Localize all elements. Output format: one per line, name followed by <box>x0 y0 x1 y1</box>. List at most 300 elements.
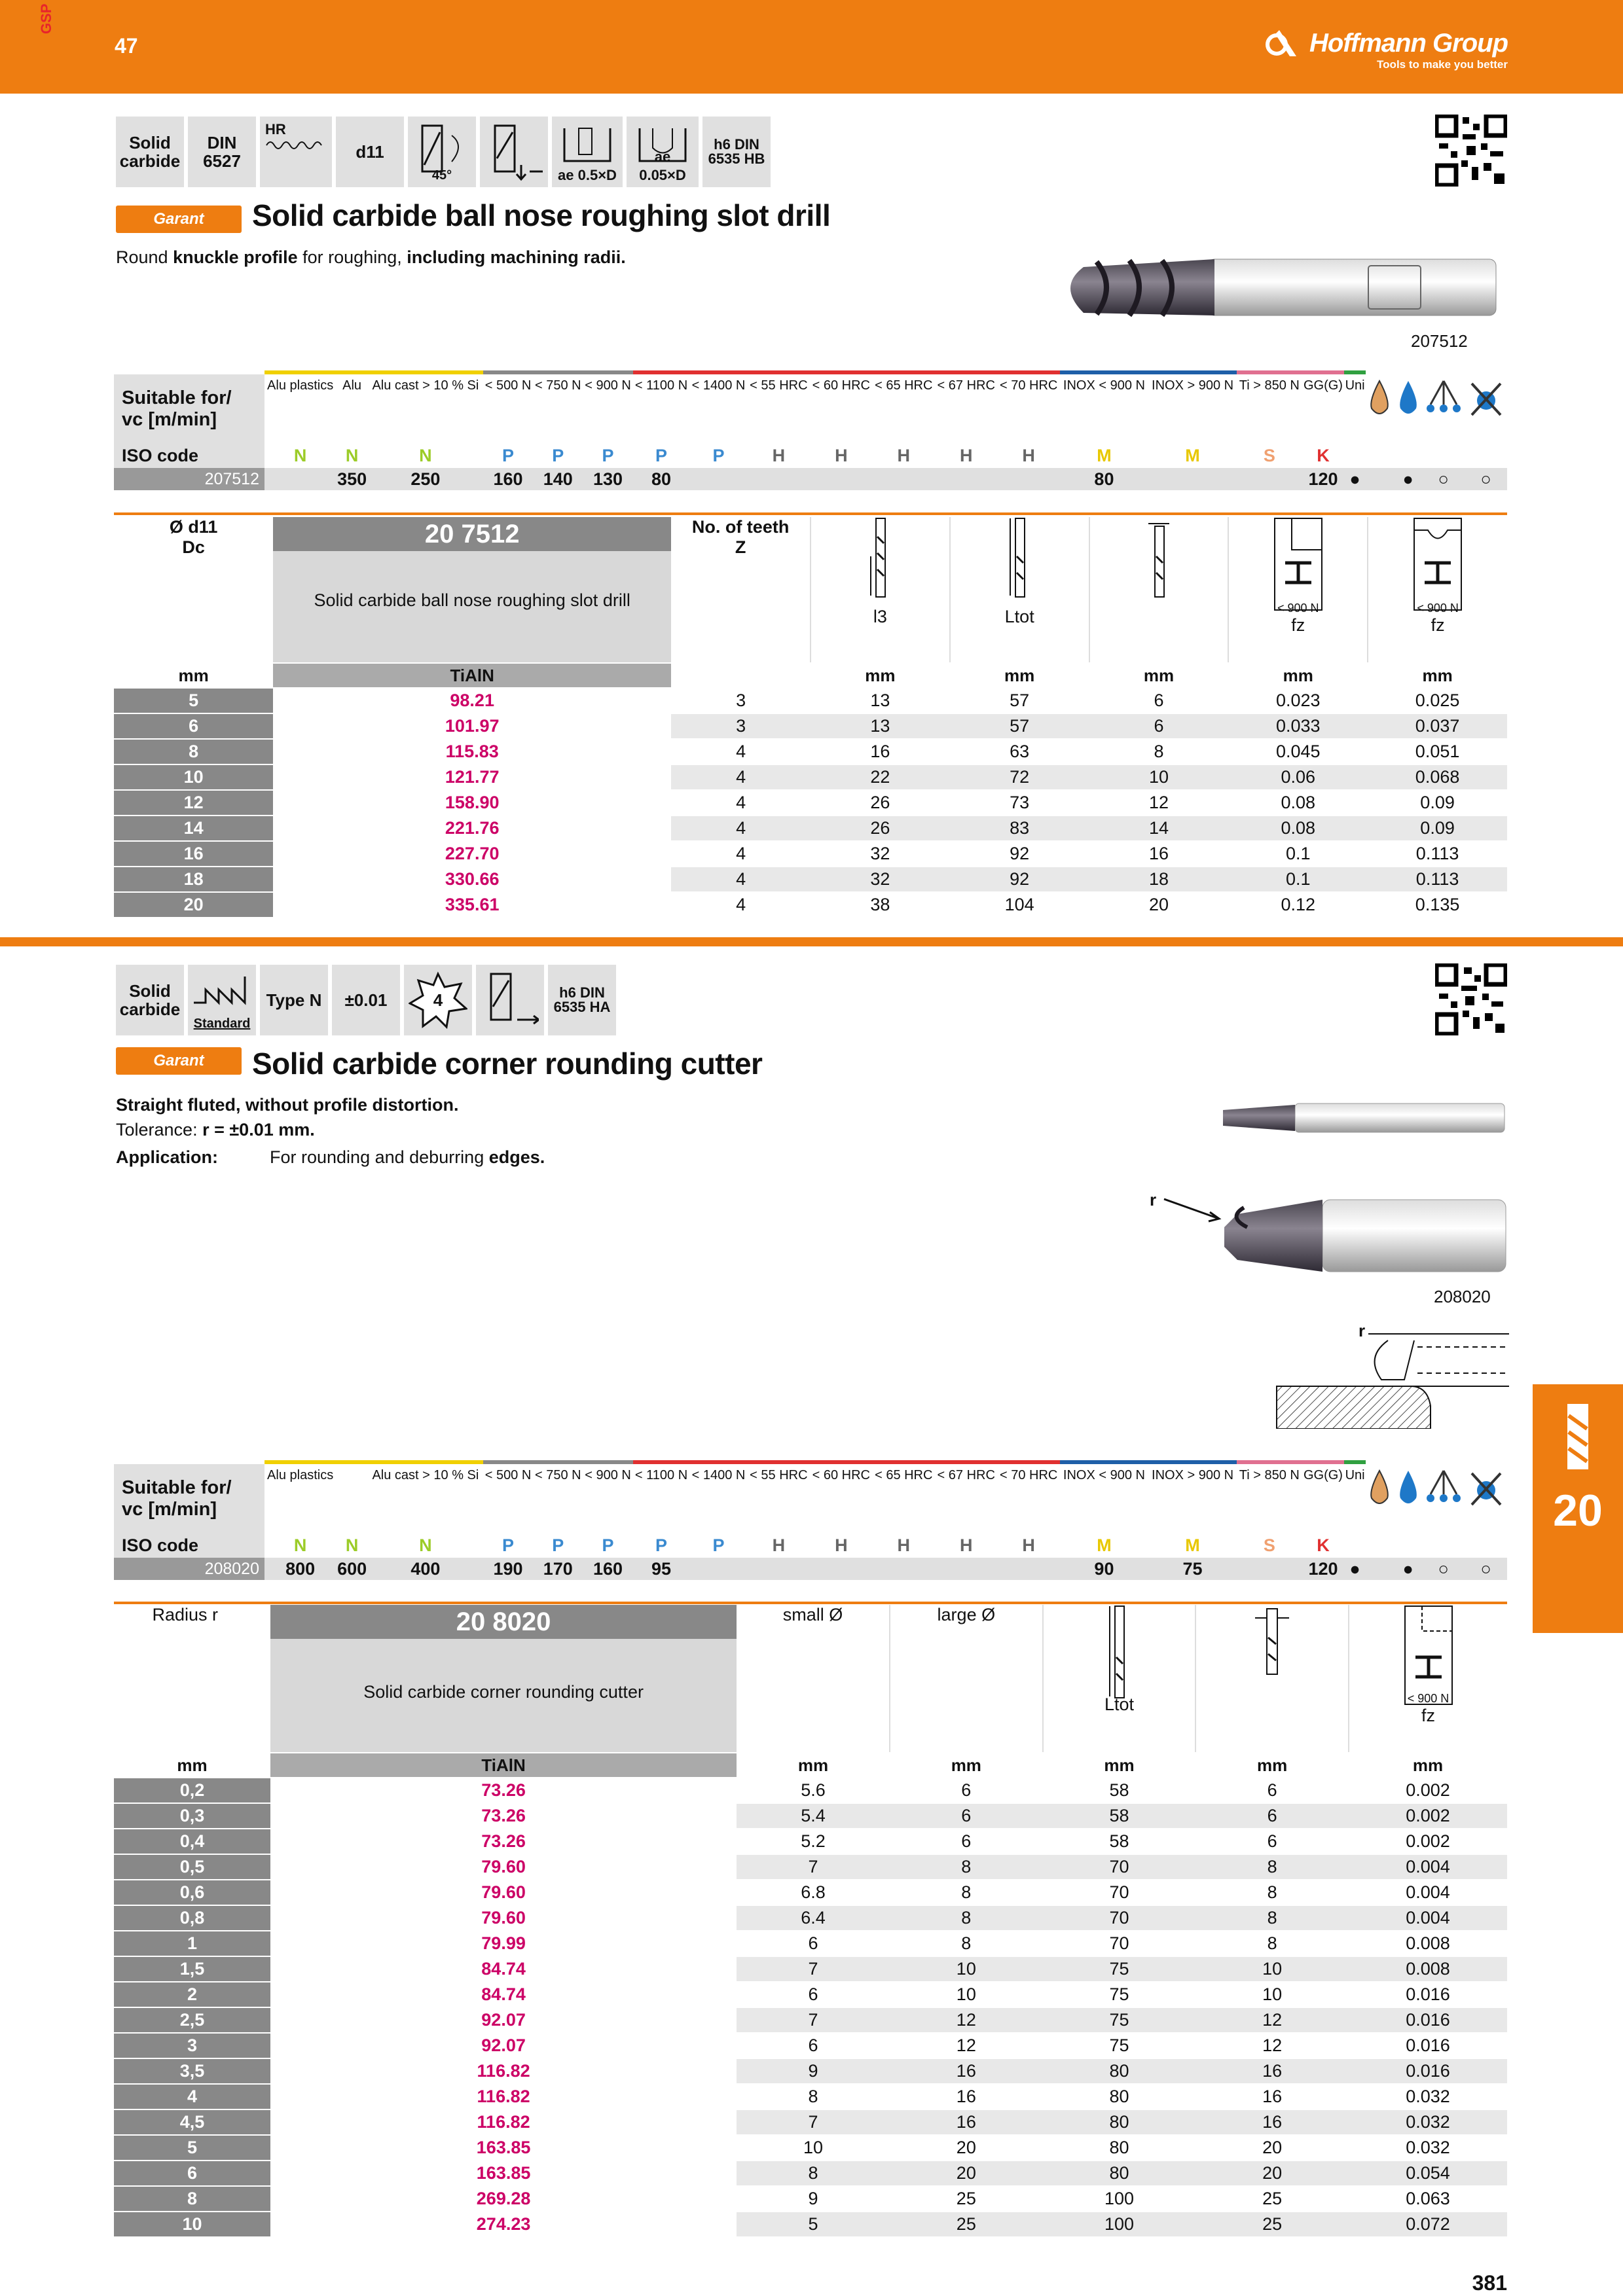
iso-code-cell: H <box>997 1533 1059 1558</box>
value-cell: 12 <box>1195 2033 1349 2058</box>
value-cell: 5 <box>737 2212 890 2237</box>
value-cell: 25 <box>890 2186 1043 2212</box>
price-cell[interactable]: 92.07 <box>270 2007 737 2033</box>
small-dia-header: small Ø <box>737 1605 890 1753</box>
iso-code-cell: H <box>810 443 872 468</box>
size-cell: 14 <box>114 816 273 841</box>
iso-code-cell <box>1344 1533 1365 1558</box>
article-description: Solid carbide corner rounding cutter <box>363 1682 644 1702</box>
table-row[interactable] <box>114 1880 1507 1905</box>
value-cell: 0.002 <box>1349 1778 1507 1803</box>
qr-code-icon[interactable] <box>1435 963 1507 1035</box>
cutting-speed-cell: 80 <box>1060 468 1148 490</box>
value-cell: 0.08 <box>1228 790 1368 816</box>
value-cell: 16 <box>1195 2084 1349 2109</box>
material-label: Alu <box>342 378 362 393</box>
price-cell[interactable]: 221.76 <box>273 816 671 841</box>
cutting-speed-cell <box>264 468 336 490</box>
value-cell: 0.004 <box>1349 1905 1507 1931</box>
price-cell[interactable]: 116.82 <box>270 2109 737 2135</box>
wave-profile-icon <box>265 139 327 152</box>
table-row[interactable] <box>114 1803 1507 1829</box>
value-cell: 5.2 <box>737 1829 890 1854</box>
iso-code-cell: H <box>748 443 810 468</box>
material-label: < 65 HRC <box>875 378 933 393</box>
value-cell: 14 <box>1089 816 1229 841</box>
price-cell[interactable]: 269.28 <box>270 2186 737 2212</box>
spec-boxes-2 <box>116 965 616 1035</box>
size-cell: 0,4 <box>114 1829 270 1854</box>
iso-code-cell: P <box>533 443 583 468</box>
spec-helix-label: 45° <box>431 168 452 183</box>
radius-label: r <box>1150 1190 1157 1210</box>
value-cell: 16 <box>890 2058 1043 2084</box>
value-cell: 0.016 <box>1349 2058 1507 2084</box>
table-row[interactable] <box>114 1854 1507 1880</box>
size-cell: 2,5 <box>114 2007 270 2033</box>
value-cell: 75 <box>1043 1956 1196 1982</box>
value-cell: 57 <box>950 688 1089 713</box>
material-column <box>1344 1462 1365 1533</box>
material-column <box>1302 1462 1345 1533</box>
price-cell[interactable]: 163.85 <box>270 2135 737 2161</box>
material-label: Uni <box>1345 378 1365 393</box>
radius-header: Radius r <box>114 1605 270 1753</box>
value-cell: 8 <box>890 1931 1043 1956</box>
price-cell[interactable]: 98.21 <box>273 688 671 713</box>
unit-cell: mm <box>1368 663 1507 688</box>
cutting-speed-cell: ○ <box>1422 468 1465 490</box>
table-row[interactable] <box>114 2084 1507 2109</box>
price-cell[interactable]: 84.74 <box>270 1982 737 2007</box>
table-row[interactable] <box>114 713 1507 739</box>
spec-din: DIN 6527 <box>188 117 256 187</box>
profile-depth-icon <box>633 122 692 168</box>
table-row[interactable] <box>114 790 1507 816</box>
material-column <box>997 372 1059 443</box>
spec-material: Solid carbide <box>116 965 184 1035</box>
price-cell[interactable]: 274.23 <box>270 2212 737 2237</box>
size-cell: 3,5 <box>114 2058 270 2084</box>
value-cell: 32 <box>811 841 950 867</box>
price-cell[interactable]: 121.77 <box>273 764 671 790</box>
size-cell: 5 <box>114 2135 270 2161</box>
value-cell: 70 <box>1043 1905 1196 1931</box>
spray-coolant-icon <box>1424 378 1463 418</box>
chapter-tab[interactable] <box>1533 1384 1623 1633</box>
spec-material: Solid carbide <box>116 117 184 187</box>
value-cell: 0.054 <box>1349 2161 1507 2186</box>
spray-coolant-icon <box>1424 1468 1463 1507</box>
price-cell[interactable]: 158.90 <box>273 790 671 816</box>
table-row[interactable] <box>114 816 1507 841</box>
divider <box>114 512 1507 515</box>
price-cell[interactable]: 79.99 <box>270 1931 737 1956</box>
material-column <box>1237 372 1302 443</box>
size-cell: 10 <box>114 2212 270 2237</box>
garant-brand-badge: Garant <box>116 1047 242 1075</box>
value-cell: 18 <box>1089 867 1229 892</box>
tolerance-value: r = ±0.01 mm. <box>202 1120 315 1139</box>
value-cell: 10 <box>890 1956 1043 1982</box>
material-column <box>1422 1462 1465 1533</box>
cutting-speed-cell: 160 <box>483 468 533 490</box>
material-column <box>873 372 935 443</box>
spec-profile-label: Standard <box>193 1016 251 1031</box>
sawtooth-profile-icon <box>192 970 251 1009</box>
unit-cell: mm <box>811 663 950 688</box>
cutting-speed-cell: 250 <box>368 468 483 490</box>
value-cell: 0.032 <box>1349 2084 1507 2109</box>
subtitle-text: for roughing, <box>297 247 407 267</box>
iso-code-cell: P <box>483 443 533 468</box>
value-cell: 8 <box>890 1880 1043 1905</box>
value-cell: 70 <box>1043 1854 1196 1880</box>
iso-row <box>114 443 1507 468</box>
spec-shank: h6 DIN 6535 HA <box>548 965 616 1035</box>
fz-condition-1: < 900 N <box>1277 601 1319 615</box>
table-row[interactable] <box>114 1931 1507 1956</box>
cutting-speed-cell <box>1148 468 1237 490</box>
material-label: < 70 HRC <box>999 378 1058 393</box>
material-label: < 67 HRC <box>937 378 995 393</box>
value-cell: 25 <box>890 2212 1043 2237</box>
cutting-speed-cell: ○ <box>1465 468 1507 490</box>
article-number: 20 8020 <box>270 1605 737 1639</box>
price-cell[interactable]: 163.85 <box>270 2161 737 2186</box>
size-cell: 6 <box>114 713 273 739</box>
value-cell: 25 <box>1195 2212 1349 2237</box>
table-row[interactable] <box>114 2109 1507 2135</box>
value-cell: 63 <box>950 739 1089 764</box>
size-cell: 0,5 <box>114 1854 270 1880</box>
table-row[interactable] <box>114 2058 1507 2084</box>
value-cell: 16 <box>1195 2109 1349 2135</box>
fz-condition-2: < 900 N <box>1417 601 1459 615</box>
total-length-icon <box>1106 1605 1132 1703</box>
feed-profile-icon <box>1412 517 1464 615</box>
cutting-speed-cell <box>997 1558 1059 1580</box>
cutting-speed-cell: 350 <box>336 468 368 490</box>
cutting-speed-cell <box>997 468 1059 490</box>
value-cell: 20 <box>890 2161 1043 2186</box>
value-cell: 0.037 <box>1368 713 1507 739</box>
table-row[interactable] <box>114 1778 1507 1803</box>
table-row[interactable] <box>114 841 1507 867</box>
iso-code-cell: H <box>748 1533 810 1558</box>
table-row[interactable] <box>114 2007 1507 2033</box>
material-label: < 60 HRC <box>812 378 870 393</box>
iso-code-cell: H <box>997 443 1059 468</box>
subtitle-text: Round <box>116 247 173 267</box>
table-row[interactable] <box>114 867 1507 892</box>
value-cell: 10 <box>890 1982 1043 2007</box>
value-cell: 6 <box>1195 1829 1349 1854</box>
cutting-speed-cell <box>689 468 747 490</box>
size-cell: 1 <box>114 1931 270 1956</box>
application-bold: edges. <box>488 1147 545 1167</box>
value-cell: 5.4 <box>737 1803 890 1829</box>
price-cell[interactable]: 330.66 <box>273 867 671 892</box>
ball-nose-drill-image <box>1057 247 1509 326</box>
iso-row <box>114 1533 1507 1558</box>
fz-label-2: fz <box>1431 615 1445 635</box>
price-cell[interactable]: 115.83 <box>273 739 671 764</box>
value-cell: 70 <box>1043 1880 1196 1905</box>
page-number: 381 <box>1472 2271 1507 2295</box>
size-cell: 18 <box>114 867 273 892</box>
value-cell: 0.1 <box>1228 841 1368 867</box>
material-column <box>264 372 336 443</box>
spec-hr-label: HR <box>265 121 286 137</box>
iso-code-cell: P <box>583 443 632 468</box>
table-row[interactable] <box>114 892 1507 918</box>
price-cell[interactable]: 84.74 <box>270 1956 737 1982</box>
material-label: < 500 N <box>484 1468 532 1482</box>
price-cell[interactable]: 116.82 <box>270 2084 737 2109</box>
unit-cell: mm <box>737 1753 890 1778</box>
spec-cut-direction <box>476 965 544 1035</box>
value-cell: 6 <box>737 1982 890 2007</box>
coolant-drop-icon <box>1395 378 1421 418</box>
size-cell: 0,2 <box>114 1778 270 1803</box>
table-row[interactable] <box>114 1905 1507 1931</box>
material-column <box>633 372 690 443</box>
tolerance-label: Tolerance: <box>116 1120 203 1139</box>
value-cell: 75 <box>1043 2033 1196 2058</box>
material-label: < 67 HRC <box>937 1468 995 1482</box>
material-column <box>1237 1462 1302 1533</box>
value-cell: 100 <box>1043 2186 1196 2212</box>
application-label: Application: <box>116 1147 218 1167</box>
material-label: Alu plastics <box>267 1468 334 1482</box>
brand-tagline: Tools to make you better <box>1377 58 1508 71</box>
table-row[interactable] <box>114 1829 1507 1854</box>
material-column <box>1465 372 1507 443</box>
iso-code-cell: P <box>689 1533 747 1558</box>
value-cell: 6 <box>737 1931 890 1956</box>
cutting-speed-cell <box>935 468 997 490</box>
unit-cell: mm <box>1195 1753 1349 1778</box>
col-dc-label: Dc <box>182 537 205 557</box>
table-row[interactable] <box>114 1982 1507 2007</box>
unit-cell: mm <box>114 663 273 688</box>
iso-code-cell: N <box>368 1533 483 1558</box>
table-row[interactable] <box>114 2186 1507 2212</box>
value-cell: 0.051 <box>1368 739 1507 764</box>
value-cell: 8 <box>1195 1880 1349 1905</box>
price-cell[interactable]: 92.07 <box>270 2033 737 2058</box>
material-label: < 900 N <box>585 1468 631 1482</box>
iso-code-cell <box>1394 1533 1422 1558</box>
value-cell: 4 <box>671 841 811 867</box>
size-cell: 4 <box>114 2084 270 2109</box>
material-column <box>748 1462 810 1533</box>
unit-cell <box>671 663 811 688</box>
iso-code-cell: N <box>264 1533 336 1558</box>
price-cell[interactable]: 73.26 <box>270 1803 737 1829</box>
value-cell: 75 <box>1043 2007 1196 2033</box>
material-column <box>1060 372 1148 443</box>
material-label: < 60 HRC <box>812 1468 870 1482</box>
material-column <box>264 1462 336 1533</box>
cutting-speed-cell <box>1237 1558 1302 1580</box>
value-cell: 0.023 <box>1228 688 1368 713</box>
fz-condition: < 900 N <box>1407 1692 1450 1705</box>
value-cell: 8 <box>1195 1931 1349 1956</box>
size-cell: 0,3 <box>114 1803 270 1829</box>
value-cell: 6 <box>1089 688 1229 713</box>
ltot-label: Ltot <box>1104 1695 1135 1714</box>
side-code: GSP <box>38 3 54 34</box>
table-row[interactable] <box>114 2135 1507 2161</box>
value-cell: 10 <box>1195 1982 1349 2007</box>
value-cell: 9 <box>737 2186 890 2212</box>
value-cell: 8 <box>737 2161 890 2186</box>
material-column <box>1344 372 1365 443</box>
price-cell[interactable]: 101.97 <box>273 713 671 739</box>
material-label: < 750 N <box>534 1468 581 1482</box>
size-cell: 8 <box>114 2186 270 2212</box>
spec-ae1 <box>552 117 623 187</box>
iso-code-cell <box>1465 443 1507 468</box>
shank-header <box>1089 517 1229 663</box>
material-label: Ti > 850 N <box>1239 378 1300 393</box>
material-column <box>873 1462 935 1533</box>
value-cell: 0.008 <box>1349 1956 1507 1982</box>
value-cell: 80 <box>1043 2058 1196 2084</box>
spec-cut-direction <box>480 117 548 187</box>
value-cell: 4 <box>671 764 811 790</box>
iso-code-cell: H <box>873 1533 935 1558</box>
ltot-label: Ltot <box>1004 607 1034 626</box>
price-cell[interactable]: 79.60 <box>270 1880 737 1905</box>
spec-ae2 <box>627 117 699 187</box>
cutting-speed-cell: ○ <box>1465 1558 1507 1580</box>
table-row[interactable] <box>114 2033 1507 2058</box>
value-cell: 20 <box>1195 2161 1349 2186</box>
price-cell[interactable]: 116.82 <box>270 2058 737 2084</box>
chapter-number: 47 <box>115 34 138 58</box>
cutting-speed-cell <box>810 468 872 490</box>
price-cell[interactable]: 73.26 <box>270 1778 737 1803</box>
size-cell: 0,6 <box>114 1880 270 1905</box>
value-cell: 80 <box>1043 2084 1196 2109</box>
cutting-speed-cell: ● <box>1344 468 1365 490</box>
spec-tolerance: ±0.01 <box>332 965 400 1035</box>
material-column <box>935 1462 997 1533</box>
brand-logo <box>1309 29 1508 71</box>
iso-code-cell: P <box>583 1533 632 1558</box>
value-cell: 0.032 <box>1349 2135 1507 2161</box>
table-row[interactable] <box>114 739 1507 764</box>
iso-code-cell <box>1422 1533 1465 1558</box>
iso-code-cell: M <box>1060 1533 1148 1558</box>
cutting-speed-cell: 160 <box>583 1558 632 1580</box>
size-cell: 1,5 <box>114 1956 270 1982</box>
iso-code-cell: S <box>1237 443 1302 468</box>
value-cell: 104 <box>950 892 1089 918</box>
size-cell: 2 <box>114 1982 270 2007</box>
price-cell[interactable]: 73.26 <box>270 1829 737 1854</box>
coating-label: TiAlN <box>270 1753 737 1778</box>
cutting-speed-cell: ● <box>1344 1558 1365 1580</box>
unit-cell: mm <box>1089 663 1229 688</box>
article-code-cell: 208020 <box>114 1558 264 1580</box>
value-cell: 16 <box>1089 841 1229 867</box>
teeth-header <box>671 517 811 663</box>
value-cell: 7 <box>737 1854 890 1880</box>
table-row[interactable] <box>114 1956 1507 1982</box>
material-label: INOX > 900 N <box>1152 378 1234 393</box>
coating-label: TiAlN <box>273 663 671 688</box>
vc-row <box>114 468 1507 490</box>
value-cell: 72 <box>950 764 1089 790</box>
price-cell[interactable]: 79.60 <box>270 1905 737 1931</box>
material-label: Alu plastics <box>267 378 334 393</box>
value-cell: 6 <box>737 2033 890 2058</box>
iso-code-cell: P <box>533 1533 583 1558</box>
material-column <box>368 372 483 443</box>
material-column <box>1366 372 1394 443</box>
table-row[interactable] <box>114 688 1507 713</box>
material-column <box>1060 1462 1148 1533</box>
price-cell[interactable]: 335.61 <box>273 892 671 918</box>
table-row[interactable] <box>114 2212 1507 2237</box>
iso-code-label: ISO code <box>114 1533 264 1558</box>
iso-code-cell: K <box>1302 1533 1345 1558</box>
cutting-speed-cell <box>689 1558 747 1580</box>
value-cell: 4 <box>671 892 811 918</box>
value-cell: 6.4 <box>737 1905 890 1931</box>
product-table-2 <box>114 1605 1507 2238</box>
material-column <box>633 1462 690 1533</box>
iso-code-cell: P <box>633 443 690 468</box>
fz-label-1: fz <box>1291 615 1305 635</box>
application-text <box>270 1147 545 1168</box>
product-rows-2 <box>114 1778 1507 2237</box>
value-cell: 4 <box>671 867 811 892</box>
value-cell: 20 <box>1089 892 1229 918</box>
table-row[interactable] <box>114 2161 1507 2186</box>
value-cell: 0.032 <box>1349 2109 1507 2135</box>
material-column <box>1302 372 1345 443</box>
value-cell: 73 <box>950 790 1089 816</box>
size-cell: 5 <box>114 688 273 713</box>
value-cell: 20 <box>1195 2135 1349 2161</box>
value-cell: 22 <box>811 764 950 790</box>
qr-code-icon[interactable] <box>1435 115 1507 187</box>
value-cell: 9 <box>737 2058 890 2084</box>
material-column <box>336 1462 368 1533</box>
cutting-speed-cell: 190 <box>483 1558 533 1580</box>
cut-direction-icon <box>485 119 543 185</box>
article-number: 20 7512 <box>273 517 671 551</box>
value-cell: 92 <box>950 867 1089 892</box>
value-cell: 0.016 <box>1349 1982 1507 2007</box>
value-cell: 25 <box>1195 2186 1349 2212</box>
value-cell: 0.016 <box>1349 2033 1507 2058</box>
suitable-for-label <box>114 372 264 443</box>
shank-diameter-icon <box>1252 1605 1292 1677</box>
table-row[interactable] <box>114 764 1507 790</box>
price-cell[interactable]: 227.70 <box>273 841 671 867</box>
price-cell[interactable]: 79.60 <box>270 1854 737 1880</box>
material-column <box>533 1462 583 1533</box>
vc-row <box>114 1558 1507 1580</box>
material-label: < 65 HRC <box>875 1468 933 1482</box>
value-cell: 6 <box>1195 1778 1349 1803</box>
